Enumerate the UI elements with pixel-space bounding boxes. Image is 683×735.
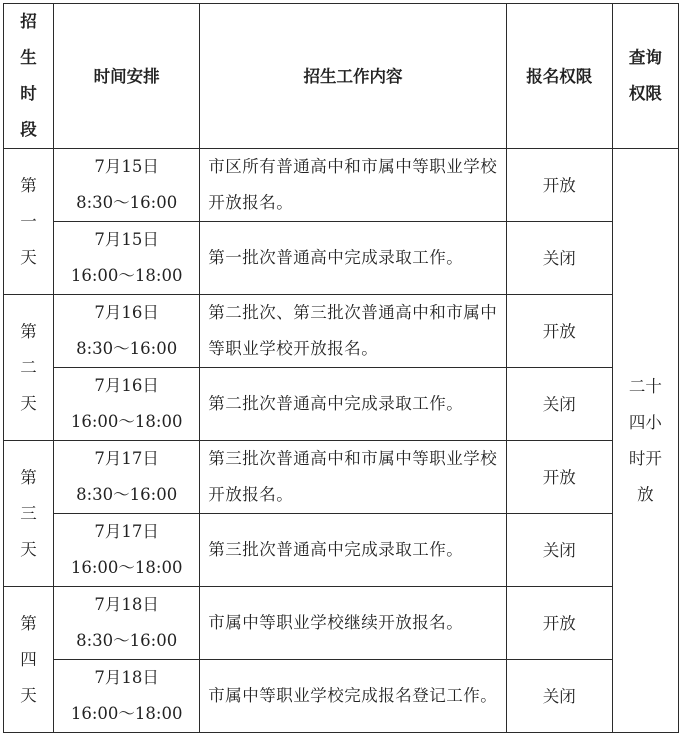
content-cell: 第三批次普通高中和市属中等职业学校开放报名。: [200, 441, 506, 514]
date-text: 7月16日: [94, 303, 159, 322]
table-row: [4, 587, 679, 660]
date-text: 7月17日: [94, 522, 159, 541]
permission-cell: 关闭: [506, 222, 612, 295]
time-range-text: 8:30～16:00: [76, 631, 178, 650]
permission-cell: 开放: [506, 441, 612, 514]
time-cell: [54, 514, 200, 587]
header-period: 招生时段: [4, 4, 54, 149]
permission-cell: 开放: [506, 587, 612, 660]
time-cell: [54, 587, 200, 660]
time-cell: [54, 368, 200, 441]
time-cell: [54, 660, 200, 733]
content-cell: 市属中等职业学校完成报名登记工作。: [200, 660, 506, 733]
time-range-text: 8:30～16:00: [76, 339, 178, 358]
content-cell: 第二批次普通高中完成录取工作。: [200, 368, 506, 441]
enrollment-schedule-table: [3, 3, 679, 733]
content-cell: 市属中等职业学校继续开放报名。: [200, 587, 506, 660]
time-range-text: 8:30～16:00: [76, 193, 178, 212]
day-label-cell: 第一天: [4, 149, 54, 295]
time-range-text: 8:30～16:00: [76, 485, 178, 504]
table-row: [4, 660, 679, 733]
date-text: 7月15日: [94, 157, 159, 176]
permission-cell: 开放: [506, 149, 612, 222]
time-cell: [54, 441, 200, 514]
time-cell: [54, 222, 200, 295]
permission-cell: 关闭: [506, 368, 612, 441]
permission-cell: 关闭: [506, 514, 612, 587]
header-content: 招生工作内容: [200, 4, 506, 149]
time-cell: [54, 295, 200, 368]
table-row: [4, 514, 679, 587]
date-text: 7月18日: [94, 668, 159, 687]
header-permission: 报名权限: [506, 4, 612, 149]
content-cell: 第一批次普通高中完成录取工作。: [200, 222, 506, 295]
date-text: 7月18日: [94, 595, 159, 614]
time-range-text: 16:00～18:00: [70, 558, 183, 577]
header-row: [4, 4, 679, 149]
query-cell: 二十四小时开放: [612, 149, 678, 733]
table-row: [4, 368, 679, 441]
content-cell: 市区所有普通高中和市属中等职业学校开放报名。: [200, 149, 506, 222]
day-label-cell: 第三天: [4, 441, 54, 587]
content-cell: 第二批次、第三批次普通高中和市属中等职业学校开放报名。: [200, 295, 506, 368]
day-label-cell: 第二天: [4, 295, 54, 441]
date-text: 7月17日: [94, 449, 159, 468]
header-query: 查询权限: [612, 4, 678, 149]
table-row: [4, 295, 679, 368]
header-time: 时间安排: [54, 4, 200, 149]
table-row: [4, 441, 679, 514]
table-row: [4, 149, 679, 222]
permission-cell: 关闭: [506, 660, 612, 733]
day-label-cell: 第四天: [4, 587, 54, 733]
content-cell: 第三批次普通高中完成录取工作。: [200, 514, 506, 587]
time-range-text: 16:00～18:00: [70, 266, 183, 285]
date-text: 7月15日: [94, 230, 159, 249]
time-range-text: 16:00～18:00: [70, 704, 183, 723]
table-row: [4, 222, 679, 295]
time-range-text: 16:00～18:00: [70, 412, 183, 431]
permission-cell: 开放: [506, 295, 612, 368]
date-text: 7月16日: [94, 376, 159, 395]
time-cell: [54, 149, 200, 222]
